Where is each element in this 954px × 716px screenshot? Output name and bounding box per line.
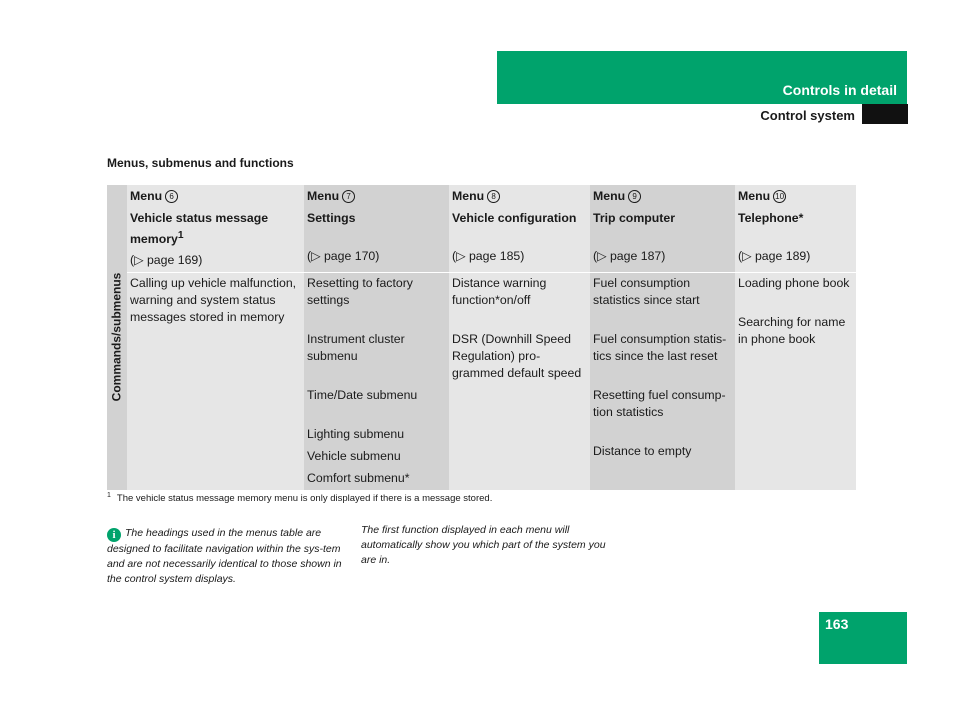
header-subtitle: Control system xyxy=(760,108,855,123)
menu-item: Vehicle submenu xyxy=(307,449,401,464)
menu-item: Fuel consumption statis-tics since the last reset xyxy=(593,332,727,364)
page-number: 163 xyxy=(825,616,849,632)
menu-item: Resetting fuel consump-tion statistics xyxy=(593,388,726,420)
menu-label: Menu xyxy=(130,189,163,203)
page-reference: (▷ page 187) xyxy=(593,249,666,263)
footnote-ref: 1 xyxy=(177,230,184,241)
menu-label: Menu xyxy=(738,189,771,203)
page-reference: (▷ page 185) xyxy=(452,249,525,263)
info-note-text: The headings used in the menus table are designed to facilitate navigation within the sys-tem and are not necessarily identical to those shown in the control system displays. xyxy=(107,527,342,585)
menu-label: Menu xyxy=(593,189,626,203)
menu-header-9 xyxy=(590,185,735,273)
menu-header-row xyxy=(107,185,856,273)
header-bar xyxy=(497,51,907,104)
menu-number-badge: 10 xyxy=(773,190,786,203)
footnote-marker: 1 xyxy=(107,492,111,499)
menu-item: Distance to empty xyxy=(593,444,692,459)
footnote-text: The vehicle status message memory menu is only displayed if there is a message stored. xyxy=(116,493,493,505)
section-tab-marker xyxy=(862,104,908,124)
menu-item: Calling up vehicle malfunction, warning and system status messages stored in memory xyxy=(130,276,297,325)
menu-name: Trip computer xyxy=(593,211,675,225)
info-note-continued: The first function displayed in each menu will automatically show you which part of the system you are in. xyxy=(361,524,606,566)
menu-item: Distance warning function*on/off xyxy=(452,276,547,308)
menu-item: DSR (Downhill Speed Regulation) pro-grammed default speed xyxy=(452,332,582,381)
menu-items-7 xyxy=(304,273,449,491)
menu-number-badge: 7 xyxy=(342,190,355,203)
menu-items-8 xyxy=(449,273,590,491)
menu-item: Loading phone book xyxy=(738,276,850,291)
menu-header-6 xyxy=(127,185,304,273)
page-number-box xyxy=(819,612,907,664)
side-label-cell xyxy=(107,185,127,490)
menu-item: Comfort submenu* xyxy=(307,471,410,486)
menu-number-badge: 9 xyxy=(628,190,641,203)
menu-name: Telephone* xyxy=(738,211,804,225)
menu-items-10 xyxy=(735,273,856,491)
info-note xyxy=(107,526,347,587)
menu-item: Lighting submenu xyxy=(307,427,405,442)
menu-item: Resetting to factory settings xyxy=(307,276,413,308)
menu-name: Settings xyxy=(307,211,356,225)
menu-label: Menu xyxy=(452,189,485,203)
commands-row xyxy=(107,273,856,491)
page-reference: (▷ page 170) xyxy=(307,249,380,263)
page-reference: (▷ page 169) xyxy=(130,253,203,268)
menu-number-badge: 8 xyxy=(487,190,500,203)
side-label: Commands/submenus xyxy=(109,272,124,402)
menu-item: Fuel consumption statistics since start xyxy=(593,276,700,308)
footnote xyxy=(107,492,492,504)
menu-label: Menu xyxy=(307,189,340,203)
menu-number-badge: 6 xyxy=(165,190,178,203)
page-reference: (▷ page 189) xyxy=(738,249,811,263)
info-icon: i xyxy=(107,528,121,542)
menu-header-7 xyxy=(304,185,449,273)
menu-item: Searching for name in phone book xyxy=(738,315,846,347)
menu-table xyxy=(107,185,856,491)
menu-name: Vehicle configuration xyxy=(452,211,577,225)
header-title: Controls in detail xyxy=(782,82,897,98)
menu-name: Vehicle status message memory xyxy=(130,211,269,247)
section-heading: Menus, submenus and functions xyxy=(107,156,294,170)
menu-item: Time/Date submenu xyxy=(307,388,418,403)
menu-items-9 xyxy=(590,273,735,491)
menu-item: Instrument cluster submenu xyxy=(307,332,405,364)
menu-header-8 xyxy=(449,185,590,273)
menu-header-10 xyxy=(735,185,856,273)
menu-items-6 xyxy=(127,273,304,491)
